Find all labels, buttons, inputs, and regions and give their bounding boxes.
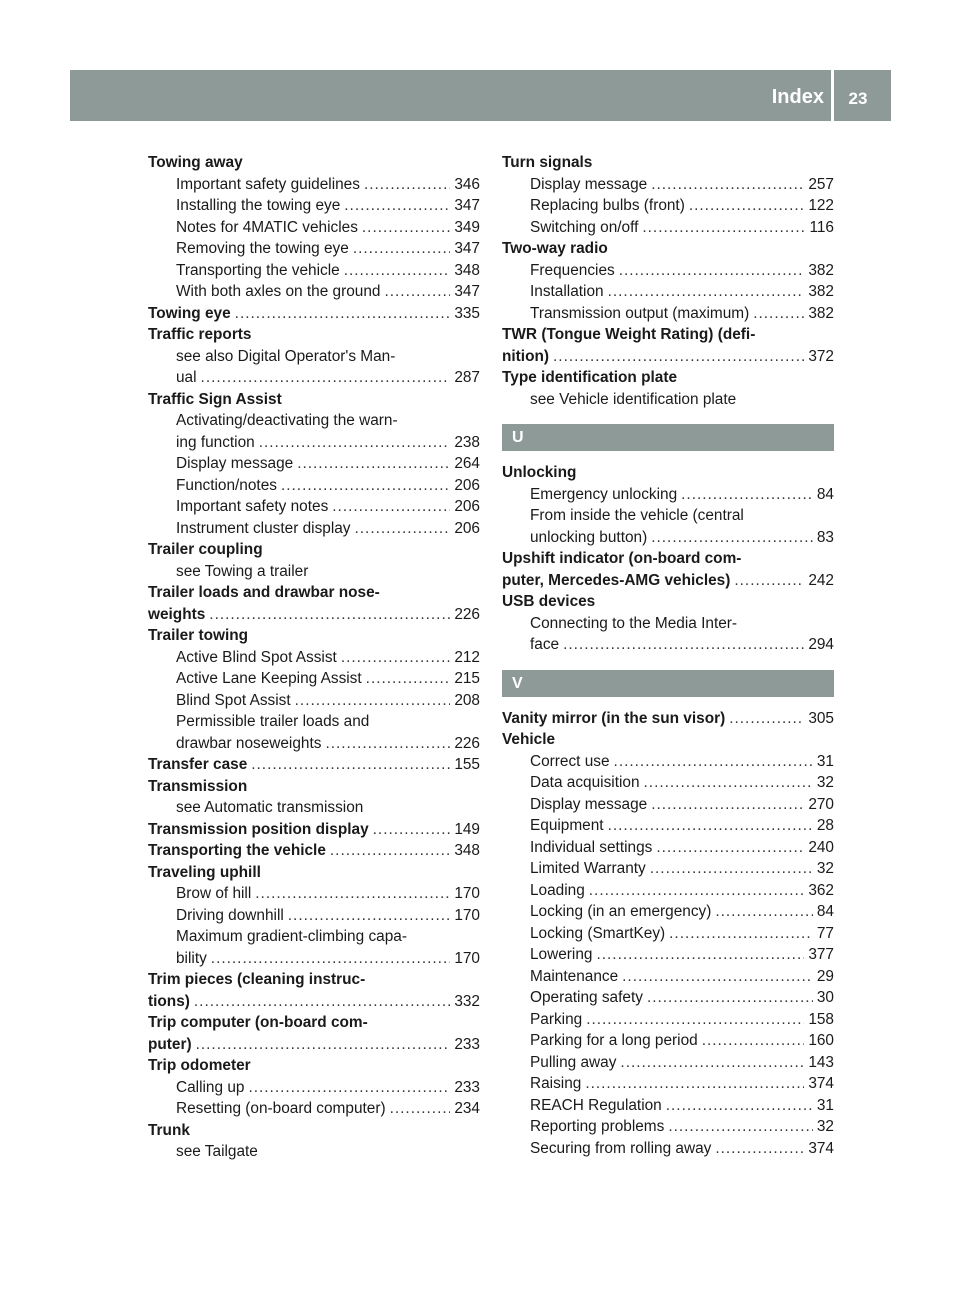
dot-leader xyxy=(297,453,450,475)
index-heading xyxy=(148,1034,480,1056)
page-reference[interactable]: 264 xyxy=(454,455,480,472)
entry-text: weights xyxy=(148,605,206,623)
index-subentry xyxy=(502,837,834,859)
page-reference[interactable]: 287 xyxy=(454,369,480,386)
entry-text: Data acquisition xyxy=(530,774,640,791)
index-subentry: Connecting to the Media Inter- xyxy=(530,614,738,632)
index-subentry xyxy=(502,944,834,966)
entry-text: ing function xyxy=(176,433,255,451)
page-reference[interactable]: 28 xyxy=(816,817,834,834)
index-subentry xyxy=(502,987,834,1009)
dot-leader xyxy=(702,1030,805,1052)
index-subentry xyxy=(502,1009,834,1031)
page-reference[interactable]: 215 xyxy=(454,670,480,687)
page-reference[interactable]: 270 xyxy=(808,795,834,813)
page-reference[interactable]: 372 xyxy=(808,347,834,365)
index-heading: Trunk xyxy=(148,1121,190,1139)
index-subentry xyxy=(502,966,834,988)
entry-text: Transfer case xyxy=(148,756,248,773)
page-reference[interactable]: 77 xyxy=(816,924,834,942)
entry-text: Display message xyxy=(530,795,648,813)
index-subentry xyxy=(148,1077,480,1099)
entry-text: face xyxy=(530,636,560,653)
index-subentry xyxy=(148,948,480,970)
index-subentry xyxy=(148,883,480,905)
dot-leader xyxy=(235,303,451,325)
section-title: Index xyxy=(771,86,824,108)
index-heading: USB devices xyxy=(502,593,596,610)
entry-text: Calling up xyxy=(176,1078,245,1096)
entry-text: Emergency unlocking xyxy=(530,485,678,503)
page-reference[interactable]: 83 xyxy=(816,528,834,546)
page-reference[interactable]: 349 xyxy=(454,218,480,236)
index-subentry xyxy=(502,772,834,794)
dot-leader xyxy=(620,1052,804,1074)
index-subentry: Activating/deactivating the warn- xyxy=(176,412,398,429)
index-heading: Unlocking xyxy=(502,464,577,481)
index-subentry xyxy=(502,901,834,923)
index-subentry: see Towing a trailer xyxy=(176,562,309,580)
page-reference[interactable]: 84 xyxy=(816,485,834,503)
page-reference[interactable]: 116 xyxy=(809,218,834,236)
entry-text: REACH Regulation xyxy=(530,1096,662,1114)
index-heading xyxy=(502,346,834,368)
index-subentry xyxy=(502,1138,834,1160)
dot-leader xyxy=(596,944,804,966)
dot-leader xyxy=(194,991,450,1013)
entry-text: Securing from rolling away xyxy=(530,1139,712,1157)
page-reference[interactable]: 122 xyxy=(808,197,834,214)
dot-leader xyxy=(614,751,813,773)
index-subentry xyxy=(148,647,480,669)
index-heading: Trip computer (on-board com- xyxy=(148,1014,368,1031)
index-subentry xyxy=(148,518,480,540)
entry-text: Transporting the vehicle xyxy=(148,842,326,859)
dot-leader xyxy=(669,923,813,945)
dot-leader xyxy=(353,238,450,260)
dot-leader xyxy=(344,260,451,282)
index-subentry xyxy=(502,217,834,239)
dot-leader xyxy=(201,367,451,389)
index-subentry xyxy=(148,733,480,755)
dot-leader xyxy=(281,475,450,497)
index-subentry: see also Digital Operator's Man- xyxy=(176,347,396,365)
index-heading xyxy=(148,991,480,1013)
index-heading: Trailer towing xyxy=(148,627,249,644)
index-heading: Traveling uphill xyxy=(148,863,261,881)
index-subentry xyxy=(148,496,480,518)
entry-text: Vanity mirror (in the sun visor) xyxy=(502,709,726,727)
index-subentry xyxy=(148,453,480,475)
page-reference[interactable]: 382 xyxy=(808,304,834,322)
index-subentry xyxy=(148,668,480,690)
dot-leader xyxy=(650,858,813,880)
page-reference[interactable]: 226 xyxy=(454,734,480,752)
entry-text: Installation xyxy=(530,283,604,300)
entry-text: Reporting problems xyxy=(530,1118,665,1135)
index-heading: Trailer loads and drawbar nose- xyxy=(148,584,380,601)
index-column-right xyxy=(502,152,834,1159)
index-heading xyxy=(502,570,834,592)
index-subentry: see Vehicle identification plate xyxy=(530,390,737,408)
dot-leader xyxy=(332,496,450,518)
entry-text: Transmission output (maximum) xyxy=(530,304,750,322)
dot-leader xyxy=(364,174,450,196)
page-reference[interactable]: 206 xyxy=(454,498,480,515)
index-heading xyxy=(502,708,834,730)
index-subentry xyxy=(148,690,480,712)
entry-text: Resetting (on-board computer) xyxy=(176,1100,386,1117)
entry-text: Active Lane Keeping Assist xyxy=(176,670,362,687)
entry-text: Removing the towing eye xyxy=(176,240,349,257)
page-reference[interactable]: 31 xyxy=(816,1096,834,1114)
page-reference[interactable]: 234 xyxy=(454,1100,480,1117)
page-reference[interactable]: 374 xyxy=(808,1139,834,1157)
page-reference[interactable]: 332 xyxy=(454,992,480,1010)
page-reference[interactable]: 382 xyxy=(808,261,834,279)
index-subentry xyxy=(148,281,480,303)
dot-leader xyxy=(586,1009,804,1031)
dot-leader xyxy=(553,346,804,368)
index-subentry: see Automatic transmission xyxy=(176,799,364,816)
page-reference[interactable]: 206 xyxy=(454,519,480,537)
index-subentry xyxy=(502,880,834,902)
entry-text: Lowering xyxy=(530,946,593,963)
dot-leader xyxy=(619,260,805,282)
page-reference[interactable]: 32 xyxy=(816,774,834,791)
page-reference[interactable]: 305 xyxy=(808,709,834,727)
index-subentry xyxy=(502,303,834,325)
dot-leader xyxy=(585,1073,804,1095)
index-subentry xyxy=(502,260,834,282)
entry-text: Switching on/off xyxy=(530,218,639,236)
page-reference[interactable]: 206 xyxy=(454,476,480,494)
page-reference[interactable]: 346 xyxy=(454,175,480,193)
dot-leader xyxy=(622,966,813,988)
entry-text: puter, Mercedes-AMG vehicles) xyxy=(502,571,731,589)
page-reference[interactable]: 233 xyxy=(454,1078,480,1096)
index-subentry xyxy=(502,923,834,945)
entry-text: Transmission position display xyxy=(148,820,369,838)
entry-text: Function/notes xyxy=(176,476,277,494)
page-reference[interactable]: 377 xyxy=(808,946,834,963)
index-subentry xyxy=(148,260,480,282)
page-reference[interactable]: 160 xyxy=(808,1032,834,1049)
index-heading xyxy=(148,840,480,862)
page-reference[interactable]: 226 xyxy=(454,605,480,623)
page-reference[interactable]: 348 xyxy=(454,842,480,859)
dot-leader xyxy=(196,1034,451,1056)
index-subentry xyxy=(148,217,480,239)
page-reference[interactable]: 347 xyxy=(454,283,480,300)
dot-leader xyxy=(656,837,804,859)
entry-text: tions) xyxy=(148,992,190,1010)
page-reference[interactable]: 32 xyxy=(816,860,834,877)
dot-leader xyxy=(295,690,451,712)
entry-text: Active Blind Spot Assist xyxy=(176,648,337,666)
index-subentry xyxy=(502,174,834,196)
index-heading: Upshift indicator (on-board com- xyxy=(502,550,742,567)
page-reference[interactable]: 347 xyxy=(454,240,480,257)
page-reference[interactable]: 212 xyxy=(454,648,480,666)
entry-text: Locking (in an emergency) xyxy=(530,903,712,920)
page-reference[interactable]: 149 xyxy=(454,820,480,838)
index-heading: Trim pieces (cleaning instruc- xyxy=(148,971,366,988)
dot-leader xyxy=(341,647,450,669)
index-heading: Vehicle xyxy=(502,731,556,748)
dot-leader xyxy=(642,217,805,239)
dot-leader xyxy=(647,987,813,1009)
index-subentry xyxy=(502,281,834,303)
page-reference[interactable]: 240 xyxy=(808,838,834,856)
dot-leader xyxy=(753,303,804,325)
index-heading xyxy=(148,754,480,776)
index-heading: Trailer coupling xyxy=(148,541,263,558)
page-number: 23 xyxy=(848,89,868,108)
page-reference[interactable]: 170 xyxy=(454,949,480,967)
dot-leader xyxy=(715,901,813,923)
dot-leader xyxy=(209,604,450,626)
entry-text: puter) xyxy=(148,1035,192,1053)
entry-text: Loading xyxy=(530,881,585,899)
dot-leader xyxy=(608,281,805,303)
dot-leader xyxy=(589,880,805,902)
index-subentry xyxy=(502,1030,834,1052)
page-reference[interactable]: 32 xyxy=(816,1118,834,1135)
index-subentry xyxy=(502,484,834,506)
header-divider xyxy=(831,70,834,121)
dot-leader xyxy=(390,1098,451,1120)
entry-text: Pulling away xyxy=(530,1053,617,1071)
index-heading: Transmission xyxy=(148,777,248,795)
index-subentry: Permissible trailer loads and xyxy=(176,713,370,730)
dot-leader xyxy=(715,1138,804,1160)
dot-leader xyxy=(211,948,451,970)
index-subentry xyxy=(148,1098,480,1120)
page-reference[interactable]: 382 xyxy=(808,283,834,300)
index-subentry xyxy=(148,475,480,497)
index-subentry xyxy=(502,634,834,656)
page-reference[interactable]: 170 xyxy=(454,885,480,902)
index-heading xyxy=(148,604,480,626)
page-reference[interactable]: 374 xyxy=(808,1075,834,1092)
entry-text: Replacing bulbs (front) xyxy=(530,197,685,214)
dot-leader xyxy=(248,1077,450,1099)
section-letter-u: U xyxy=(502,424,834,451)
dot-leader xyxy=(651,794,804,816)
dot-leader xyxy=(330,840,450,862)
index-subentry xyxy=(502,1073,834,1095)
dot-leader xyxy=(729,708,804,730)
entry-text: Important safety notes xyxy=(176,498,329,515)
index-subentry xyxy=(502,815,834,837)
entry-text: Raising xyxy=(530,1075,582,1092)
index-subentry xyxy=(148,432,480,454)
index-subentry: From inside the vehicle (central xyxy=(530,507,744,524)
index-heading xyxy=(148,303,480,325)
dot-leader xyxy=(608,815,813,837)
index-heading: Turn signals xyxy=(502,154,593,171)
index-subentry xyxy=(148,905,480,927)
index-heading: Trip odometer xyxy=(148,1057,251,1074)
index-subentry xyxy=(148,367,480,389)
page-reference[interactable]: 208 xyxy=(454,691,480,709)
index-subentry xyxy=(502,858,834,880)
page-reference[interactable]: 158 xyxy=(808,1010,834,1028)
entry-text: Limited Warranty xyxy=(530,860,646,877)
dot-leader xyxy=(681,484,813,506)
entry-text: Display message xyxy=(530,175,648,193)
index-subentry xyxy=(502,527,834,549)
dot-leader xyxy=(355,518,451,540)
entry-text: ual xyxy=(176,369,197,386)
page-reference[interactable]: 31 xyxy=(816,752,834,770)
entry-text: drawbar noseweights xyxy=(176,734,322,752)
index-column-left xyxy=(148,152,480,1163)
index-subentry: see Tailgate xyxy=(176,1143,258,1160)
index-heading: Towing away xyxy=(148,154,243,171)
dot-leader xyxy=(366,668,451,690)
dot-leader xyxy=(644,772,813,794)
index-heading: Two-way radio xyxy=(502,240,608,257)
entry-text: Blind Spot Assist xyxy=(176,691,291,709)
entry-text: With both axles on the ground xyxy=(176,283,381,300)
index-heading: Type identification plate xyxy=(502,369,678,386)
entry-text: nition) xyxy=(502,347,550,365)
dot-leader xyxy=(666,1095,813,1117)
index-subentry xyxy=(148,238,480,260)
entry-text: Towing eye xyxy=(148,304,231,322)
page-reference[interactable]: 362 xyxy=(808,881,834,899)
entry-text: Important safety guidelines xyxy=(176,175,360,193)
entry-text: Maintenance xyxy=(530,967,619,985)
entry-text: Parking for a long period xyxy=(530,1032,698,1049)
page-reference[interactable]: 29 xyxy=(816,967,834,985)
entry-text: Brow of hill xyxy=(176,885,252,902)
index-subentry xyxy=(502,1095,834,1117)
entry-text: bility xyxy=(176,949,207,967)
index-heading xyxy=(148,819,480,841)
dot-leader xyxy=(689,195,804,217)
entry-text: Display message xyxy=(176,455,294,472)
page-reference[interactable]: 257 xyxy=(808,175,834,193)
index-heading: Traffic Sign Assist xyxy=(148,390,282,408)
entry-text: Operating safety xyxy=(530,989,643,1006)
index-subentry xyxy=(502,794,834,816)
page-reference[interactable]: 155 xyxy=(454,756,480,773)
dot-leader xyxy=(255,883,450,905)
page-reference[interactable]: 294 xyxy=(808,636,834,653)
dot-leader xyxy=(259,432,451,454)
dot-leader xyxy=(251,754,450,776)
dot-leader xyxy=(344,195,450,217)
dot-leader xyxy=(734,570,804,592)
index-subentry xyxy=(502,1116,834,1138)
entry-text: Frequencies xyxy=(530,261,615,279)
entry-text: unlocking button) xyxy=(530,528,648,546)
page-reference[interactable]: 84 xyxy=(816,903,834,920)
entry-text: Equipment xyxy=(530,817,604,834)
index-subentry xyxy=(148,195,480,217)
dot-leader xyxy=(362,217,450,239)
entry-text: Correct use xyxy=(530,752,610,770)
page-reference[interactable]: 242 xyxy=(808,571,834,589)
dot-leader xyxy=(651,174,804,196)
entry-text: Installing the towing eye xyxy=(176,197,341,214)
entry-text: Notes for 4MATIC vehicles xyxy=(176,218,358,236)
index-subentry xyxy=(148,174,480,196)
entry-text: Driving downhill xyxy=(176,906,284,924)
index-heading: TWR (Tongue Weight Rating) (defi- xyxy=(502,326,756,343)
dot-leader xyxy=(373,819,451,841)
page-reference[interactable]: 30 xyxy=(816,989,834,1006)
page-reference[interactable]: 348 xyxy=(454,261,480,279)
index-heading: Traffic reports xyxy=(148,326,252,343)
entry-text: Individual settings xyxy=(530,838,653,856)
entry-text: Transporting the vehicle xyxy=(176,261,340,279)
page-reference[interactable]: 170 xyxy=(454,906,480,924)
entry-text: Locking (SmartKey) xyxy=(530,924,666,942)
page-reference[interactable]: 347 xyxy=(454,197,480,214)
page-reference[interactable]: 233 xyxy=(454,1035,480,1053)
index-subentry: Maximum gradient-climbing capa- xyxy=(176,928,407,945)
dot-leader xyxy=(288,905,451,927)
page-reference[interactable]: 238 xyxy=(454,433,480,451)
page-reference[interactable]: 143 xyxy=(808,1053,834,1071)
dot-leader xyxy=(668,1116,813,1138)
index-subentry xyxy=(502,1052,834,1074)
entry-text: Instrument cluster display xyxy=(176,519,351,537)
dot-leader xyxy=(384,281,450,303)
dot-leader xyxy=(651,527,813,549)
entry-text: Parking xyxy=(530,1010,583,1028)
dot-leader xyxy=(325,733,450,755)
dot-leader xyxy=(563,634,804,656)
index-subentry xyxy=(502,195,834,217)
index-subentry xyxy=(502,751,834,773)
page-reference[interactable]: 335 xyxy=(454,304,480,322)
section-letter-v: V xyxy=(502,670,834,697)
